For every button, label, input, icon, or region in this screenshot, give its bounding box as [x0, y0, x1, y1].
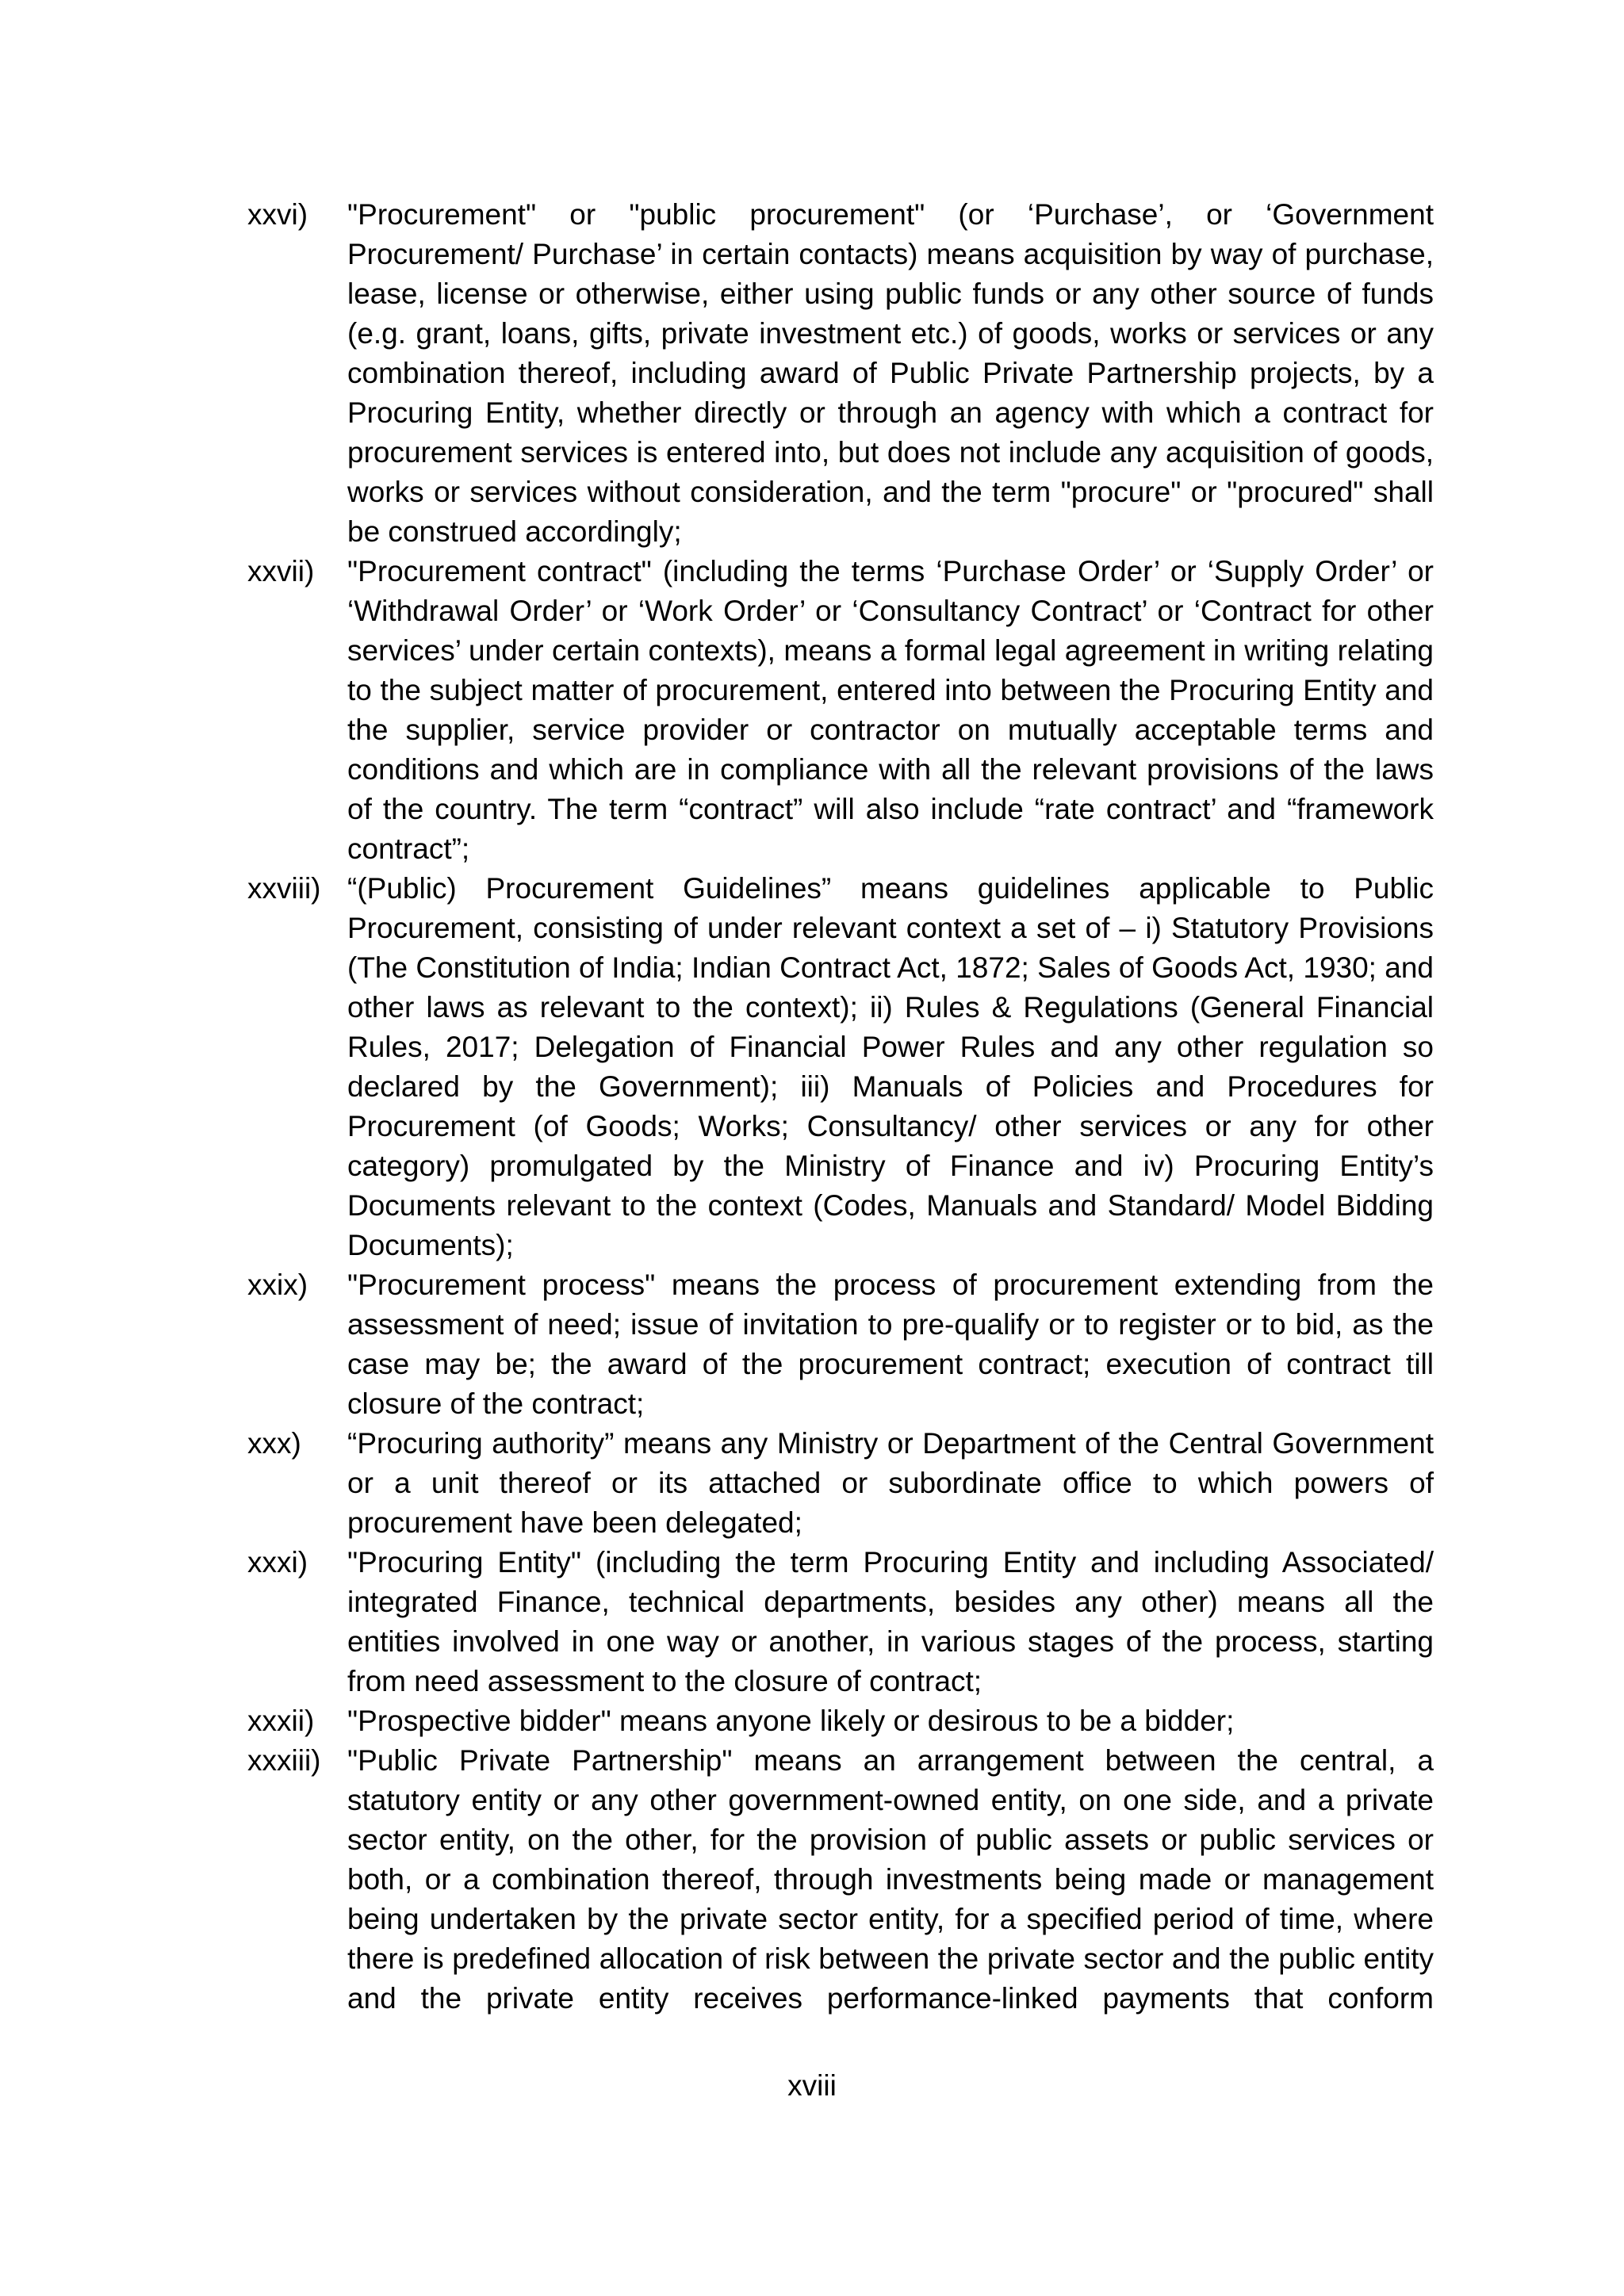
definition-item-xxx: [247, 1424, 1434, 1543]
definition-number: xxix): [247, 1269, 308, 1301]
definition-item-xxxi: [247, 1543, 1434, 1701]
definition-item-xxvi: [247, 195, 1434, 552]
definition-text: “(Public) Procurement Guidelines” means guidelines applicable to Public Procurement, consisting of under relevant context a set of – i) Statutory Provisions (The Constitution of India; Indian Contract Act, 1872; Sales of Goods Act, 1930; and other laws as relevant to the context); ii) Rules & Regulations (General Financial Rules, 2017; Delegation of Financial Power Rules and any other regulation so declared by the Government); iii) Manuals of Policies and Procedures for Procurement (of Goods; Works; Consultancy/ other services or any for other category) promulgated by the Ministry of Finance and iv) Procuring Entity’s Documents relevant to the context (Codes, Manuals and Standard/ Model Bidding Documents);: [347, 872, 1434, 1261]
definition-text: "Procurement" or "public procurement" (or ‘Purchase’, or ‘Government Procurement/ Purchase’ in certain contacts) means acquisition by way of purchase, lease, license or otherwise, either using public funds or any other source of funds (e.g. grant, loans, gifts, private investment etc.) of goods, works or services or any combination thereof, including award of Public Private Partnership projects, by a Procuring Entity, whether directly or through an agency with which a contract for procurement services is entered into, but does not include any acquisition of goods, works or services without consideration, and the term "procure" or "procured" shall be construed accordingly;: [347, 198, 1434, 548]
definition-number: xxxiii): [247, 1744, 321, 1777]
definition-text: "Prospective bidder" means anyone likely or desirous to be a bidder;: [347, 1705, 1235, 1737]
definition-text: "Procurement contract" (including the terms ‘Purchase Order’ or ‘Supply Order’ or ‘Withdrawal Order’ or ‘Work Order’ or ‘Consultancy Contract’ or ‘Contract for other services’ under certain contexts), means a formal legal agreement in writing relating to the subject matter of procurement, entered into between the Procuring Entity and the supplier, service provider or contractor on mutually acceptable terms and conditions and which are in compliance with all the relevant provisions of the laws of the country. The term “contract” will also include “rate contract’ and “framework contract”;: [347, 555, 1434, 865]
definition-item-xxxiii: [247, 1741, 1434, 2019]
page-number: xviii: [787, 2069, 837, 2102]
definition-number: xxxi): [247, 1546, 308, 1578]
definition-item-xxviii: [247, 869, 1434, 1265]
definition-item-xxxii: [247, 1701, 1434, 1741]
definition-text: “Procuring authority” means any Ministry or Department of the Central Government or a unit thereof or its attached or subordinate office to which powers of procurement have been delegated;: [347, 1427, 1434, 1539]
definition-number: xxvii): [247, 555, 315, 587]
definition-number: xxvi): [247, 198, 308, 231]
definition-number: xxviii): [247, 872, 321, 905]
definition-text: "Procuring Entity" (including the term Procuring Entity and including Associated/ integrated Finance, technical departments, besides any other) means all the entities involved in one way or another, in various stages of the process, starting from need assessment to the closure of contract;: [347, 1546, 1434, 1697]
definition-number: xxxii): [247, 1705, 315, 1737]
definitions-list: [247, 195, 1434, 2019]
definition-item-xxvii: [247, 552, 1434, 869]
definition-item-xxix: [247, 1265, 1434, 1424]
definition-text: "Procurement process" means the process of procurement extending from the assessment of need; issue of invitation to pre-qualify or to register or to bid, as the case may be; the award of the procurement contract; execution of contract till closure of the contract;: [347, 1269, 1434, 1420]
definition-text: "Public Private Partnership" means an arrangement between the central, a statutory entity or any other government-owned entity, on one side, and a private sector entity, on the other, for the provision of public assets or public services or both, or a combination thereof, through investments being made or management being undertaken by the private sector entity, for a specified period of time, where there is predefined allocation of risk between the private sector and the public entity and the private entity receives performance-linked payments that conform: [347, 1744, 1434, 2015]
definition-number: xxx): [247, 1427, 301, 1460]
